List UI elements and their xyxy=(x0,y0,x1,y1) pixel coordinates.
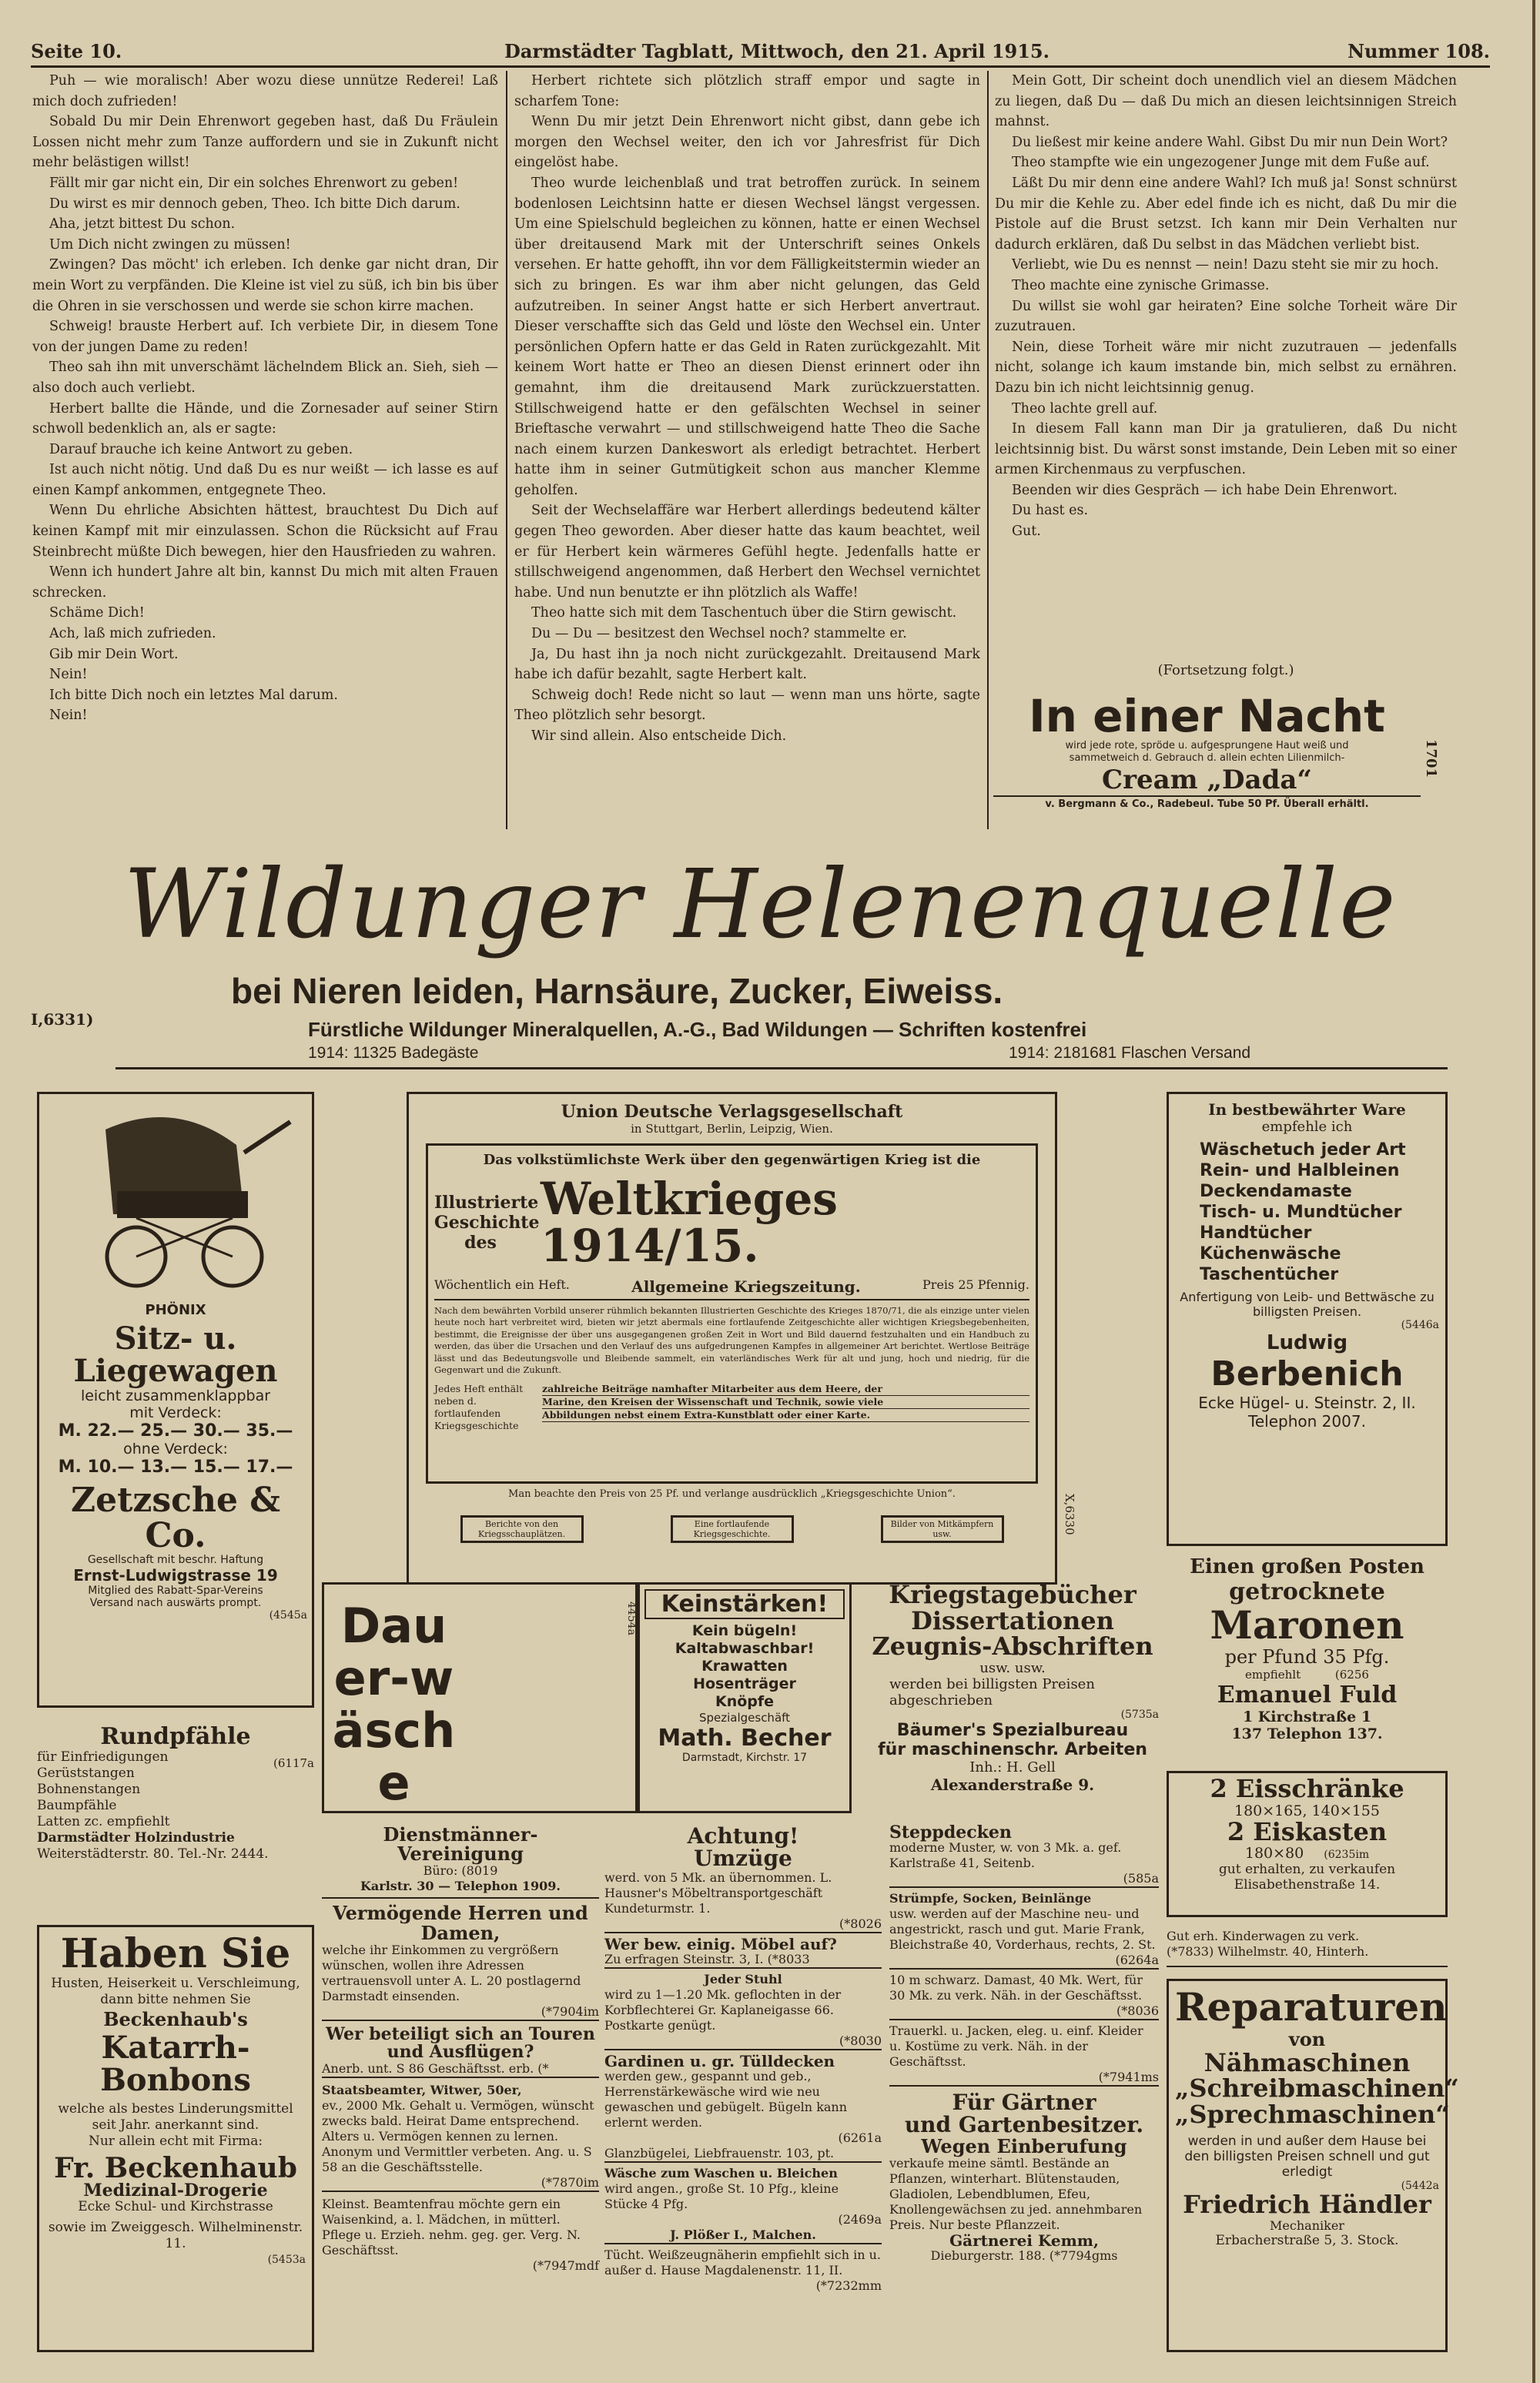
berbenich-n2: Berbenich xyxy=(1210,1354,1404,1394)
dauer-addr: Darmstadt, Kirchstr. 17 xyxy=(681,1752,808,1764)
story-paragraph: Wenn Du ehrliche Absichten hättest, brauchtest Du Dich auf keinen Kampf mit mir einzulassen. Schon die Rücksicht auf Frau Steinbrecht müßte Dich bewegen, hier den Hausfrieden zu wahren. xyxy=(32,503,498,560)
union-foot: Man beachte den Preis von 25 Pf. und verlange ausdrücklich „Kriegsgeschichte Union“. xyxy=(508,1488,956,1500)
phoenix-f4: Versand nach auswärts prompt. xyxy=(89,1597,262,1610)
story-paragraph: Verliebt, wie Du es nennst — nein! Dazu steht sie mir zu hoch. xyxy=(1012,257,1439,273)
dauer-item: Krawatten xyxy=(701,1658,788,1675)
berbenich-num: (5446a xyxy=(1401,1319,1439,1331)
wildunger-bottles: 1914: 2181681 Flaschen Versand xyxy=(1009,1044,1251,1062)
beamten-num: (*7947mdf xyxy=(532,2257,599,2273)
story-paragraph: Du wirst es mir dennoch geben, Theo. Ich bitte Dich darum. xyxy=(49,196,460,212)
rep-a: Erbacherstraße 5, 3. Stock. xyxy=(1215,2232,1399,2248)
stahl-t: Jeder Stuhl xyxy=(704,1971,782,1986)
story-paragraph: Du hast es. xyxy=(1012,503,1089,519)
maronen-ad xyxy=(1167,1555,1448,1763)
maronen-t: 137 Telephon 137. xyxy=(1231,1725,1383,1742)
story-paragraph: Ist auch nicht nötig. Und daß Du es nur weißt — ich lasse es auf einen Kampf ankommen, entgegnete Theo. xyxy=(32,462,498,498)
gaertner-t2: und Gartenbesitzer. xyxy=(904,2112,1144,2138)
rundpf-firm: Darmstädter Holzindustrie xyxy=(37,1829,235,1846)
rep-num: (5442a xyxy=(1401,2180,1439,2193)
story-paragraph: Ach, laß mich zufrieden. xyxy=(49,626,216,642)
staats-num: (*7870im xyxy=(322,2175,599,2192)
rep-n3: „Sprechmaschinen“ xyxy=(1175,2099,1450,2129)
union-s1: Berichte von den Kriegsschauplätzen. xyxy=(460,1515,584,1543)
story-paragraph: Mein Gott, Dir scheint doch unendlich viel an diesem Mädchen zu liegen, daß Du — daß Du mich an diesen leichtsinnigen Streich mahnst. xyxy=(995,73,1457,130)
beckenhaub-f4: sowie im Zweiggesch. Wilhelminenstr. 11. xyxy=(48,2220,303,2252)
rep-n2: „Schreibmaschinen“ xyxy=(1175,2073,1459,2104)
eis-d1: 180×165, 140×155 xyxy=(1234,1802,1380,1819)
dauer-spez: Spezialgeschäft xyxy=(698,1711,791,1725)
beckenhaub-l2: welche als bestes Linderungsmittel seit Jahr. anerkannt sind. xyxy=(58,2100,293,2133)
baeumer-num: (5735a xyxy=(1120,1708,1159,1721)
phoenix-title: Sitz- u. Liegewagen xyxy=(73,1320,278,1389)
dienst-b: Büro: xyxy=(423,1863,458,1879)
story-paragraph: Beenden wir dies Gespräch — ich habe Dein Ehrenwort. xyxy=(1012,482,1398,498)
struempfe-num: (6264a xyxy=(889,1953,1159,1970)
wildunger-num: I,6331) xyxy=(31,1010,94,1029)
beckenhaub-ad xyxy=(37,1925,314,2352)
union-main: Weltkrieges 1914/15. xyxy=(541,1173,838,1272)
rep-l: werden in und außer dem Hause bei den billigsten Preisen schnell und gut erledigt xyxy=(1184,2134,1430,2181)
story-paragraph: Sobald Du mir Dein Ehrenwort gegeben hast, daß Du Fräulein Lossen nicht mehr zum Tanze auffordern und sie in Zukunft nicht mehr belästigen willst! xyxy=(32,114,498,171)
page-edge xyxy=(1532,0,1535,2383)
dauer-k: Keinstärken! xyxy=(644,1589,845,1619)
moebel-t: Wer bew. einig. Möbel auf? xyxy=(604,1934,837,1953)
stepp-t: Steppdecken xyxy=(889,1822,1012,1842)
story-paragraph: Nein! xyxy=(49,708,88,724)
reparaturen-ad xyxy=(1167,1979,1459,2352)
gaertner-a: Dieburgerstr. 188. xyxy=(930,2247,1046,2263)
rundpf-item: Baumpfähle xyxy=(37,1797,117,1813)
wildunger-guests: 1914: 11325 Badegäste xyxy=(308,1044,479,1062)
staats-l: ev., 2000 Mk. Gehalt u. Vermögen, wünscht zwecks bald. Heirat Dame entsprechend. Alters u. Vermögen kennen zu lernen. Anonym und Vermittler verbeten. Ang. u. S 58 an die Geschäftsstelle. xyxy=(322,2097,594,2174)
berbenich-emp: empfehle ich xyxy=(1261,1119,1353,1135)
page-header xyxy=(31,40,1490,68)
berbenich-item: Taschentücher xyxy=(1200,1265,1339,1284)
gaertner-n: Gärtnerei Kemm, xyxy=(949,2231,1099,2250)
maronen-l2: getrocknete xyxy=(1229,1578,1385,1605)
struempfe-t: Strümpfe, Socken, Beinlänge xyxy=(889,1891,1092,1906)
phoenix-price2: M. 10.— 13.— 15.— 17.— xyxy=(58,1458,293,1477)
gard-t: Gardinen u. gr. Tülldecken xyxy=(604,2051,835,2070)
gaertner-l: verkaufe meine sämtl. Bestände an Pflanzen, winterhart. Blütenstauden, Gladiolen, Lebendblumen, Efeu, Knollengewächsen zu jed. annehmbaren Preis. Nur beste Pflanzzeit. xyxy=(889,2155,1143,2232)
gaertner-t3: Wegen Einberufung xyxy=(921,2134,1127,2157)
union-ill: Illustrierte Geschichte des xyxy=(434,1192,540,1253)
touren-t: Wer beteiligt sich an Touren und Ausflügen? xyxy=(326,2023,595,2062)
maronen-price: per Pfund 35 Pfg. xyxy=(1224,1645,1390,1668)
berbenich-ad xyxy=(1167,1092,1448,1546)
union-jedes: Jedes Heft enthält neben d. fortlaufenden Kriegsgeschichte xyxy=(434,1382,524,1431)
wildunger-title: Wildunger Helenenquelle xyxy=(123,849,1398,960)
beckenhaub-title: Haben Sie xyxy=(60,1930,291,1977)
story-paragraph: Theo hatte sich mit dem Taschentuch über die Stirn gewischt. xyxy=(531,605,957,621)
story-paragraph: Theo wurde leichenblaß und trat betroffen zurück. In seinem bodenlosen Leichtsinn hatte er diesen Wechsel längst vergessen. Um eine Spielschuld begleichen zu können, hatte er einen Wechsel über dreitausend Mark mit der Unterschrift seines Onkels versehen. Er hatte gehofft, ihn vor dem Fälligkeitstermin wieder an sich zu bringen. Es war ihm aber nicht gelungen, das Geld aufzutreiben. In seiner Angst hatte er sich Herbert anvertraut. Dieser verschaffte sich das Geld und löste den Wechsel ein. Unter persönlichen Opfern hatte er das Geld in Raten zurückgezahlt. Mit keinem Wort hatte er Theo an diesen Dienst erinnert oder ihn gemahnt, ihm die dreitausend Mark zurückzuerstatten. Stillschweigend hatte er den gefälschten Wechsel in seiner Brieftasche verwahrt — und stillschweigend hatte Theo die Sache nach einem kurzen Dankeswort als erledigt betrachtet. Herbert hatte ihm in seiner Gutmütigkeit schon aus mancher Klemme geholfen. xyxy=(514,175,980,498)
small-ads-col-b xyxy=(604,1825,882,2352)
dada-title: In einer Nacht xyxy=(1029,690,1385,742)
maronen-l3: Maronen xyxy=(1210,1602,1404,1648)
story-paragraph: Aha, jetzt bittest Du schon. xyxy=(49,216,236,233)
stepp-num: (585a xyxy=(889,1871,1159,1888)
story-paragraph: Wenn Du mir jetzt Dein Ehrenwort nicht gibst, dann gebe ich morgen den Wechsel weiter, den ich vor Jahresfrist für Dich eingelöst habe. xyxy=(514,114,980,171)
baeumer-l5: werden bei billigsten Preisen abgeschrieben xyxy=(889,1675,1095,1709)
damast-num: (*8036 xyxy=(889,2003,1159,2020)
story-paragraph: Um Dich nicht zwingen zu müssen! xyxy=(49,236,291,253)
struempfe-l: usw. werden auf der Maschine neu- und angestrickt, rasch und gut. Marie Frank, Bleichstraße 40, Vorderhaus, rechts, 2. St. xyxy=(889,1906,1156,1952)
story-paragraph: Ich bitte Dich noch ein letztes Mal darum. xyxy=(49,687,338,703)
beckenhaub-name: Beckenhaub's xyxy=(103,2007,248,2030)
story-paragraph: Herbert ballte die Hände, und die Zornesader auf seiner Stirn schwoll bedenklich an, als er sagte: xyxy=(32,400,498,437)
eis-t1: 2 Eisschränke xyxy=(1210,1774,1404,1803)
rep-f: Friedrich Händler xyxy=(1183,2190,1431,2220)
dienst-a: Karlstr. 30 — Telephon 1909. xyxy=(322,1879,599,1899)
baeumer-f2: für maschinenschr. Arbeiten xyxy=(878,1739,1147,1759)
phoenix-firm: Zetzsche & Co. xyxy=(70,1481,280,1556)
story-paragraph: Wir sind allein. Also entscheide Dich. xyxy=(531,728,787,744)
union-allg: Allgemeine Kriegszeitung. xyxy=(631,1277,861,1296)
rep-m: Mechaniker xyxy=(1270,2217,1344,2233)
story-paragraph: Du — Du — besitzest den Wechsel noch? stammelte er. xyxy=(531,626,907,642)
rundpfaehle-ad xyxy=(37,1725,314,1917)
story-paragraph: Seit der Wechselaffäre war Herbert allerdings bedeutend kälter gegen Theo geworden. Aber dieser hatte das kaum beachtet, weil er für Herbert kein wärmeres Gefühl hegte. Jedenfalls hatte er stillschweigend angenommen, daß Herbert den Wechsel vernichtet habe. Und nun benutzte er ihn plötzlich als Waffe! xyxy=(514,503,980,601)
berbenich-n1: Ludwig xyxy=(1266,1331,1348,1354)
maronen-a: 1 Kirchstraße 1 xyxy=(1242,1708,1372,1725)
waesche-l: wird angen., große St. 10 Pfg., kleine Stücke 4 Pfg. xyxy=(604,2181,839,2211)
baeumer-l3: Zeugnis-Abschriften xyxy=(872,1632,1153,1662)
story-paragraph: Theo stampfte wie ein ungezogener Junge mit dem Fuße auf. xyxy=(1012,155,1430,171)
eis-d2: 180×80 xyxy=(1244,1845,1304,1863)
union-b1: zahlreiche Beiträge namhafter Mitarbeiter aus dem Heere, der xyxy=(542,1383,1029,1396)
stepp-l: moderne Muster, w. von 3 Mk. a. gef. Karlstraße 41, Seitenb. xyxy=(889,1840,1122,1870)
union-h2: in Stuttgart, Berlin, Leipzig, Wien. xyxy=(631,1122,833,1136)
phoenix-l3: ohne Verdeck: xyxy=(123,1441,228,1458)
union-text: Nach dem bewährten Vorbild unserer rühmlich bekannten Illustrierten Geschichte des Krieges 1870/71, die als einzige unter vielen heute noch hart verbreitet wird, bieten wir jetzt abermals eine fortlaufende Zeitgeschichte aller wichtigen Kriegsbegebenheiten, bestimmt, die Ereignisse der über uns ausgegangenen großen Zeit in Wort und Bild dauernd festzuhalten und ein Handbuch zu werden, das über die Ursachen und den Verlauf des uns aufgedrungenen Kampfes in allgemeiner Art berichtet. Wertlose Beiträge lässt und das Bedeutungsvolle und Bleibende sammelt, ein vaterländisches Werk für alt und jung, hoch und niedrig, für die Gegenwart und die Zukunft. xyxy=(434,1304,1029,1376)
touren-num: (* xyxy=(537,2060,549,2076)
union-s2: Eine fortlaufende Kriegsgeschichte. xyxy=(671,1515,794,1543)
beckenhaub-f3: Ecke Schul- und Kirchstrasse xyxy=(78,2199,273,2215)
beckenhaub-l: Husten, Heiserkeit u. Verschleimung, dann bitte nehmen Sie xyxy=(51,1975,300,2007)
berbenich-item: Tisch- u. Mundtücher xyxy=(1200,1203,1402,1222)
story-paragraph: In diesem Fall kann man Dir ja gratulieren, daß Du nicht leichtsinnig bist. Du wärst sonst imstande, Dein Leben mit so einer armen Kirchenmaus zu verpfuschen. xyxy=(995,421,1457,478)
kinderw-a: Wilhelmstr. 40, Hinterh. xyxy=(1217,1944,1369,1959)
beckenhaub-bonbons: Katarrh-Bonbons xyxy=(100,2029,251,2098)
eis-t2: 2 Eiskasten xyxy=(1227,1816,1388,1846)
achtung-num: (*8026 xyxy=(604,1916,882,1933)
union-num: X,6330 xyxy=(1063,1494,1076,1535)
continuation-note: (Fortsetzung folgt.) xyxy=(1157,662,1294,678)
gard-a: Glanzbügelei, Liebfrauenstr. 103, pt. xyxy=(604,2146,882,2163)
story-paragraph: Wenn ich hundert Jahre alt bin, kannst Du mich mit alten Frauen schrecken. xyxy=(32,564,498,601)
story-paragraph: Du willst sie wohl gar heiraten? Eine solche Torheit wäre Dir zuzutrauen. xyxy=(995,298,1457,335)
maronen-num: (6256 xyxy=(1334,1667,1369,1682)
achtung-u: Umzüge xyxy=(694,1846,792,1872)
union-war-history-ad xyxy=(407,1092,1057,1585)
waesche-n: J. Plößer I., Malchen. xyxy=(604,2227,882,2244)
eis-num: (6235im xyxy=(1324,1849,1370,1862)
dada-footer: v. Bergmann & Co., Radebeul. Tube 50 Pf. Überall erhältl. xyxy=(993,795,1421,810)
rundpf-title: Rundpfähle xyxy=(100,1723,251,1750)
phoenix-price1: M. 22.— 25.— 30.— 35.— xyxy=(58,1421,293,1441)
gard-num: (6261a xyxy=(838,2130,882,2145)
story-paragraph: Gib mir Dein Wort. xyxy=(49,646,179,662)
dauer-item: Knöpfe xyxy=(715,1693,775,1710)
dada-cream-ad xyxy=(993,690,1421,824)
story-paragraph: Du ließest mir keine andere Wahl. Gibst Du mir nun Dein Wort? xyxy=(1012,134,1448,150)
baeumer-l2: Dissertationen xyxy=(911,1605,1114,1635)
dauer-num: 4454a xyxy=(625,1601,638,1635)
berbenich-item: Küchenwäsche xyxy=(1200,1244,1341,1263)
rundpf-item: Bohnenstangen xyxy=(37,1781,141,1797)
beckenhaub-l3: Nur allein echt mit Firma: xyxy=(88,2133,263,2149)
berbenich-items xyxy=(1200,1140,1439,1285)
achtung-t: Achtung! xyxy=(687,1823,799,1849)
rundpf-item: für Einfriedigungen xyxy=(37,1749,169,1765)
story-paragraph: Puh — wie moralisch! Aber wozu diese unnütze Rederei! Laß mich doch zufrieden! xyxy=(32,73,498,109)
eis-f: gut erhalten, zu verkaufen xyxy=(1218,1862,1396,1878)
maronen-n: Emanuel Fuld xyxy=(1217,1681,1398,1709)
dada-line2: sammetweich d. Gebrauch d. allein echten Lilienmilch- xyxy=(1069,751,1345,764)
union-woch: Wöchentlich ein Heft. xyxy=(434,1277,570,1292)
baeumer-l4: usw. usw. xyxy=(979,1659,1046,1676)
baeumer-ad xyxy=(866,1582,1159,1813)
kinderwagen-ad xyxy=(1167,1929,1448,1967)
wildunger-ad xyxy=(31,847,1490,1078)
berbenich-item: Deckendamaste xyxy=(1200,1182,1352,1201)
union-preis: Preis 25 Pfennig. xyxy=(922,1277,1029,1292)
story-paragraph: Nein, diese Torheit wäre mir nicht zuzutrauen — jedenfalls nicht, solange ich kaum imstande bin, mich selbst zu ernähren. Dazu bin ich nicht leichtsinnig genug. xyxy=(995,339,1457,396)
trauer-num: (*7941ms xyxy=(889,2070,1159,2087)
dauer-list xyxy=(644,1622,845,1711)
gaertner-num: (*7794gms xyxy=(1049,2247,1118,2263)
berbenich-h: In bestbewährter Ware xyxy=(1208,1100,1406,1119)
maronen-emp: empfiehlt xyxy=(1245,1667,1301,1682)
stahl-num: (*8030 xyxy=(604,2033,882,2050)
eisschrank-ad xyxy=(1167,1771,1448,1917)
berbenich-item: Rein- und Halbleinen xyxy=(1200,1161,1400,1180)
berbenich-item: Handtücher xyxy=(1200,1223,1312,1243)
small-ads-col-c xyxy=(889,1822,1159,2352)
rep-t: Reparaturen xyxy=(1175,1984,1448,2030)
beamten-t: Kleinst. Beamtenfrau möchte gern ein Waisenkind, a. l. Mädchen, in mütterl. Pflege u. Erzieh. nehm. geg. ger. Verg. N. Geschäftsst. xyxy=(322,2196,581,2257)
page-number: Seite 10. xyxy=(31,40,122,62)
phoenix-pram-ad xyxy=(37,1092,314,1708)
newspaper-title: Darmstädter Tagblatt, Mittwoch, den 21. April 1915. xyxy=(504,40,1050,62)
rundpf-list xyxy=(37,1749,314,1830)
trauer-t: Trauerkl. u. Jacken, eleg. u. einf. Kleider u. Kostüme zu verk. Näh. in der Geschäftsst. xyxy=(889,2023,1143,2069)
phoenix-l2: mit Verdeck: xyxy=(129,1404,222,1421)
story-column-2 xyxy=(514,71,980,833)
story-paragraph: Gut. xyxy=(1012,524,1041,540)
baeumer-f4: Alexanderstraße 9. xyxy=(930,1775,1095,1794)
wildunger-sub: bei Nieren leiden, Harnsäure, Zucker, Eiweiss. xyxy=(231,971,1003,1011)
story-paragraph: Nein! xyxy=(49,667,88,683)
dada-line1: wird jede rote, spröde u. aufgesprungene Haut weiß und xyxy=(1065,739,1349,751)
story-paragraph: Schweig! brauste Herbert auf. Ich verbiete Dir, in diesem Tone von der jungen Dame zu reden! xyxy=(32,319,498,355)
damast-t: 10 m schwarz. Damast, 40 Mk. Wert, für 30 Mk. zu verk. Näh. in der Geschäftsst. xyxy=(889,1973,1143,2003)
dada-ad-number: 1701 xyxy=(1423,739,1439,778)
waesche-num: (2469a xyxy=(838,2211,882,2227)
staats-t: Staatsbeamter, Witwer, 50er, xyxy=(322,2082,522,2097)
phoenix-f3: Mitglied des Rabatt-Spar-Vereins xyxy=(88,1585,263,1598)
phoenix-brand: PHÖNIX xyxy=(145,1302,206,1318)
beckenhaub-f2: Medizinal-Drogerie xyxy=(83,2181,268,2201)
berbenich-anf: Anfertigung von Leib- und Bettwäsche zu billigsten Preisen. xyxy=(1180,1290,1435,1319)
story-paragraph: Theo lachte grell auf. xyxy=(1012,400,1158,417)
story-paragraph: Schweig doch! Rede nicht so laut — wenn man uns hörte, sagte Theo plötzlich sehr besorgt. xyxy=(514,687,980,724)
wildunger-line: Fürstliche Wildunger Mineralquellen, A.-G., Bad Wildungen — Schriften kostenfrei xyxy=(308,1018,1087,1041)
dauer-title: Dauer-wäsche xyxy=(332,1598,456,1811)
phoenix-num: (4545a xyxy=(269,1609,307,1622)
dada-product: Cream „Dada“ xyxy=(1102,764,1312,795)
rundpf-item: Latten zc. empfiehlt xyxy=(37,1813,170,1829)
beckenhaub-num: (5453a xyxy=(267,2254,306,2267)
rundpf-addr: Weiterstädterstr. 80. xyxy=(37,1846,174,1862)
rep-v: von xyxy=(1288,2027,1326,2050)
union-b3: Abbildungen nebst einem Extra-Kunstblatt oder einer Karte. xyxy=(542,1409,1029,1422)
story-paragraph: Läßt Du mir denn eine andere Wahl? Ich muß ja! Sonst schnürst Du mir die Kehle zu. Aber edel finde ich es nicht, daß Du mir die Pistole auf die Brust setzst. Ich kann mir Dein Verhalten nur dadurch erklären, daß Du selbst in das Mädchen verliebt bist. xyxy=(995,175,1457,253)
moebel-l: Zu erfragen Steinstr. 3, I. xyxy=(604,1951,764,1966)
gard-l: werden gew., gespannt und geb., Herrenstärkewäsche wird wie neu gewaschen und gebügelt. Bügeln kann erlernt werden. xyxy=(604,2068,848,2130)
story-paragraph: Fällt mir gar nicht ein, Dir ein solches Ehrenwort zu geben! xyxy=(49,175,459,191)
kinderw-t: Gut erh. Kinderwagen zu verk. xyxy=(1167,1929,1360,1943)
column-divider xyxy=(987,71,989,829)
stahl-l: wird zu 1—1.20 Mk. geflochten in der Korbflechterei Gr. Kaplaneigasse 66. Postkarte genügt. xyxy=(604,1986,842,2033)
union-s3: Bilder von Mitkämpfern usw. xyxy=(881,1515,1004,1543)
union-tag: Das volkstümlichste Werk über den gegenwärtigen Krieg ist die xyxy=(483,1152,981,1168)
verm-t: Vermögende Herren und Damen, xyxy=(333,1902,588,1944)
union-b2: Marine, den Kreisen der Wissenschaft und Technik, sowie viele xyxy=(542,1396,1029,1409)
touren-l: Anerb. unt. S 86 Geschäftsst. erb. xyxy=(322,2060,534,2076)
baeumer-f3: Inh.: H. Gell xyxy=(969,1759,1056,1776)
gaertner-t1: Für Gärtner xyxy=(952,2090,1096,2115)
dienst-num: (8019 xyxy=(461,1863,498,1879)
berbenich-addr: Ecke Hügel- u. Steinstr. 2, II. xyxy=(1198,1394,1416,1412)
issue-number: Nummer 108. xyxy=(1348,40,1490,62)
achtung-l: werd. von 5 Mk. an übernommen. L. Hausner's Möbeltransportgeschäft Kundeturmstr. 1. xyxy=(604,1869,832,1916)
waesche-t: Wäsche zum Waschen u. Bleichen xyxy=(604,2165,838,2181)
rep-n1: Nähmaschinen xyxy=(1204,2047,1411,2077)
baeumer-l1: Kriegstagebücher xyxy=(889,1580,1137,1609)
story-paragraph: Herbert richtete sich plötzlich straff empor und sagte in scharfem Tone: xyxy=(514,73,980,109)
story-column-1 xyxy=(32,71,498,833)
weissnaeh-num: (*7232mm xyxy=(815,2278,882,2293)
phoenix-f2: Ernst-Ludwigstrasse 19 xyxy=(73,1566,278,1585)
pram-illustration xyxy=(44,1099,306,1299)
berbenich-item: Wäschetuch jeder Art xyxy=(1200,1140,1406,1160)
rundpf-num: (6117a xyxy=(273,1756,314,1770)
phoenix-f1: Gesellschaft mit beschr. Haftung xyxy=(87,1554,264,1567)
dauer-item: Kein bügeln! xyxy=(691,1622,798,1639)
dauerwaesche-ad xyxy=(322,1582,638,1813)
story-column-3 xyxy=(995,71,1457,679)
dienst-t: Dienstmänner-Vereinigung xyxy=(383,1823,538,1866)
story-paragraph: Theo machte eine zynische Grimasse. xyxy=(1012,277,1270,293)
rundpf-item: Gerüststangen xyxy=(37,1765,135,1781)
phoenix-l1: leicht zusammenklappbar xyxy=(80,1387,271,1404)
story-paragraph: Ja, Du hast ihn ja noch nicht zurückgezahlt. Dreitausend Mark habe ich dafür bezahlt, sagte Herbert kalt. xyxy=(514,646,980,683)
union-h1: Union Deutsche Verlagsgesellschaft xyxy=(561,1102,903,1122)
verm-num: (*7904im xyxy=(322,2004,599,2021)
maronen-l1: Einen großen Posten xyxy=(1190,1555,1424,1578)
kinderw-num: (*7833) xyxy=(1167,1944,1214,1959)
weissnaeh-t: Tücht. Weißzeugnäherin empfiehlt sich in u. außer d. Hause Magdalenenstr. 11, II. xyxy=(604,2247,882,2278)
story-paragraph: Theo sah ihn mit unverschämt lächelndem Blick an. Sieh, sieh — also doch auch verliebt. xyxy=(32,360,498,396)
small-ads-col-a xyxy=(322,1825,599,2352)
story-paragraph: Zwingen? Das möcht' ich erleben. Ich denke gar nicht dran, Dir mein Wort zu verpfänden. Die Kleine ist viel zu süß, ich bin bis über die Ohren in sie verschossen und werde sie schon kirre machen. xyxy=(32,257,498,314)
beckenhaub-firm: Fr. Beckenhaub xyxy=(54,2151,297,2184)
dauer-firm: Math. Becher xyxy=(658,1725,832,1752)
dauer-item: Hosenträger xyxy=(693,1675,796,1692)
story-paragraph: Darauf brauche ich keine Antwort zu geben. xyxy=(49,441,353,457)
verm-l: welche ihr Einkommen zu vergrößern wünschen, wollen ihre Adressen vertrauensvoll unter A. L. 20 postlagernd Darmstadt einsenden. xyxy=(322,1942,581,2003)
becher-ad xyxy=(638,1582,852,1813)
moebel-num: (*8033 xyxy=(767,1951,810,1966)
eis-a: Elisabethenstraße 14. xyxy=(1234,1877,1381,1893)
rundpf-tel: Tel.-Nr. 2444. xyxy=(178,1846,269,1862)
story-paragraph: Schäme Dich! xyxy=(49,605,145,621)
dauer-item: Kaltabwaschbar! xyxy=(675,1640,815,1657)
berbenich-tel: Telephon 2007. xyxy=(1248,1412,1366,1431)
column-divider xyxy=(506,71,507,829)
baeumer-f1: Bäumer's Spezialbureau xyxy=(896,1720,1129,1740)
